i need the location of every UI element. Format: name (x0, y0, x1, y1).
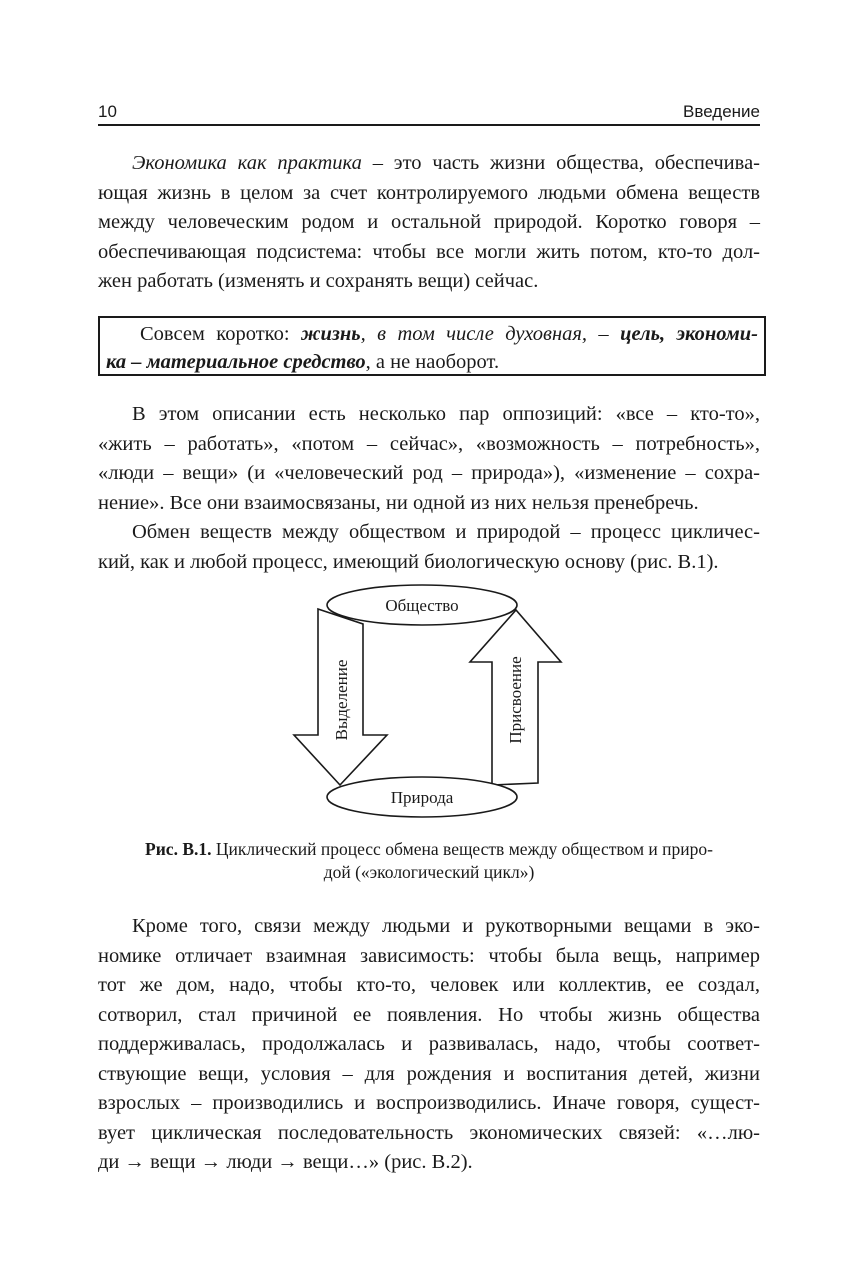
running-header (98, 100, 760, 126)
down-arrow-label: Выделение (332, 659, 351, 741)
paragraph-metabolism: Обмен веществ между обществом и природой – процесс цикличес- кий, как и любой процесс, имеющий биологическую основу (рис. В.1). (98, 521, 760, 573)
paragraph-economy-definition: Экономика как практика – это часть жизни общества, обеспечива- ющая жизнь в целом за счет контролируемого людьми обмена веществ между человеческим родом и остальной природой. Коротко говоря – обеспечивающая подсистема: чтобы все могли жить потом, кто-то дол- жен работать (изменять и сохранять вещи) сейчас. (98, 152, 760, 292)
bottom-node-label: Природа (390, 788, 454, 807)
callout-box: Совсем коротко: жизнь, в том числе духовная, – цель, экономи- ка – материальное средство, а не наоборот. (98, 316, 766, 376)
italic-term: Экономика как практика (132, 152, 362, 174)
page-number: 10 (98, 102, 117, 121)
top-node-label: Общество (385, 596, 459, 615)
up-arrow-label: Присвоение (506, 656, 525, 744)
section-title: Введение (683, 102, 760, 121)
paragraph-interdependence: Кроме того, связи между людьми и рукотворными вещами в эко- номике отличает взаимная зависимость: чтобы была вещь, например тот же дом, надо, чтобы кто-то, человек или коллектив, ее создал, сотворил, стал причиной ее появления. Но чтобы жизнь общества поддерживалась, продолжалась и развивалась, надо, чтобы соответ- ствующие вещи, условия – для рождения и воспитания детей, жизни взрослых – производились и воспроизводились. Иначе говоря, сущест- вует циклическая последовательность экономических связей: «…лю- ди → вещи → люди → вещи…» (рис. В.2). (98, 915, 760, 1173)
figure-caption: Рис. В.1. Циклический процесс обмена веществ между обществом и приро- дой («экологический цикл») (145, 839, 713, 882)
paragraph-oppositions: В этом описании есть несколько пар оппозиций: «все – кто-то», «жить – работать», «потом – сейчас», «возможность – потребность», «люди – вещи» (и «человеческий род – природа»), «изменение – сохра- нение». Все они взаимосвязаны, ни одной из них нельзя пренебречь. (98, 403, 760, 514)
figure-label: Рис. В.1. (145, 839, 212, 859)
ecological-cycle-diagram (280, 580, 580, 820)
